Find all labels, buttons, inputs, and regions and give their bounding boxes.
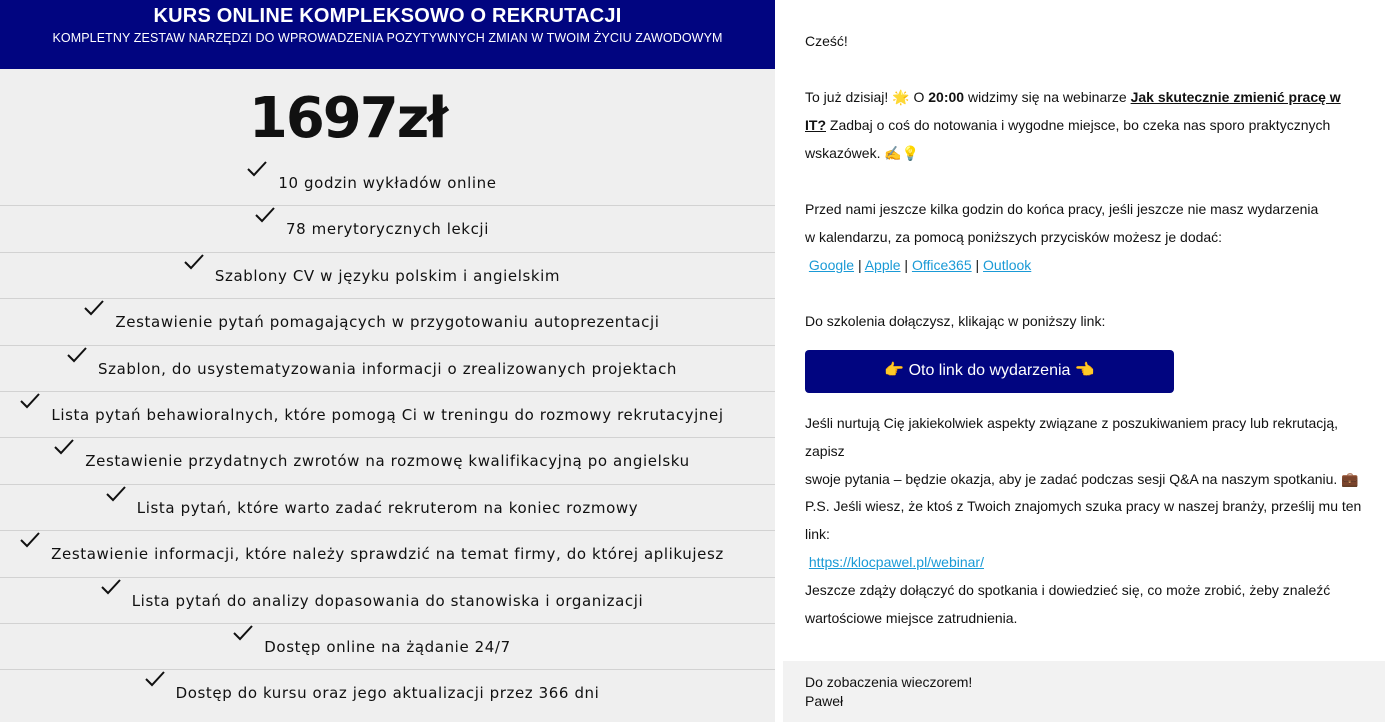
feature-label: Dostęp online na żądanie 24/7	[264, 638, 511, 656]
checkmark-icon	[100, 576, 122, 598]
signoff: Do zobaczenia wieczorem!	[805, 674, 973, 690]
ps-text: wartościowe miejsce zatrudnienia.	[805, 610, 1018, 626]
feature-content	[51, 392, 723, 438]
questions-text: swoje pytania – będzie okazja, aby je zadać podczas sesji Q&A na naszym spotkaniu.	[805, 471, 1342, 487]
checkmark-icon	[66, 344, 88, 366]
email-body	[775, 0, 1385, 722]
feature-label: Lista pytań do analizy dopasowania do stanowiska i organizacji	[131, 591, 644, 610]
webinar-time: 20:00	[928, 89, 965, 105]
link-separator: |	[975, 257, 980, 273]
checkmark-icon	[19, 529, 41, 551]
feature-item	[0, 438, 775, 484]
course-subtitle: KOMPLETNY ZESTAW NARZĘDZI DO WPROWADZENIA POZYTYWNYCH ZMIAN W TWOIM ŻYCIU ZAWODOWYM	[52, 31, 723, 45]
intro-text: wskazówek.	[805, 145, 885, 161]
feature-label: 10 godzin wykładów online	[278, 174, 497, 192]
calendar-paragraph	[805, 195, 1365, 279]
webinar-title: IT?	[805, 117, 826, 133]
calendar-link-office365[interactable]: Office365	[911, 257, 972, 273]
intro-text: Zadbaj o coś do notowania i wygodne miejsce, bo czeka nas sporo praktycznych	[826, 117, 1331, 133]
course-title: KURS ONLINE KOMPLEKSOWO O REKRUTACJI	[153, 5, 622, 27]
feature-content	[278, 160, 496, 206]
join-text: Do szkolenia dołączysz, klikając w poniższy link:	[805, 313, 1106, 329]
webinar-share-link[interactable]: https://klocpawel.pl/webinar/	[808, 554, 984, 570]
feature-item	[0, 578, 775, 624]
checkmark-icon	[144, 668, 166, 690]
feature-label: Szablon, do usystematyzowania informacji o zrealizowanych projektach	[97, 359, 678, 378]
intro-text: O	[909, 89, 929, 105]
writing-bulb-emoji-icon: ✍️💡	[884, 145, 920, 161]
intro-text: To już dzisiaj!	[805, 89, 893, 105]
calendar-link-apple[interactable]: Apple	[864, 257, 901, 273]
checkmark-icon	[83, 297, 105, 319]
ps-text: link:	[805, 526, 830, 542]
course-price: 1697zł	[248, 86, 447, 151]
checkmark-icon	[19, 390, 41, 412]
feature-label: Lista pytań behawioralnych, które pomogą Ci w treningu do rozmowy rekrutacyjnej	[51, 406, 724, 424]
ps-text: P.S. Jeśli wiesz, że ktoś z Twoich znajomych szuka pracy w naszej branży, prześlij mu ten	[805, 498, 1362, 514]
feature-label: 78 merytorycznych lekcji	[286, 220, 489, 239]
link-separator: |	[904, 257, 909, 273]
feature-label: Zestawienie przydatnych zwrotów na rozmowę kwalifikacyjną po angielsku	[85, 452, 690, 471]
feature-content	[215, 253, 560, 299]
event-link-button[interactable]: 👉 Oto link do wydarzenia 👈	[805, 350, 1174, 393]
feature-label: Zestawienie pytań pomagających w przygotowaniu autoprezentacji	[115, 313, 660, 332]
feature-content	[115, 299, 659, 345]
course-banner	[0, 0, 775, 69]
link-separator: |	[857, 257, 862, 273]
calendar-text: Przed nami jeszcze kilka godzin do końca pracy, jeśli jeszcze nie masz wydarzenia	[805, 201, 1319, 217]
questions-paragraph	[805, 409, 1365, 493]
feature-item	[0, 299, 775, 345]
checkmark-icon	[246, 158, 268, 180]
feature-item	[0, 253, 775, 299]
feature-content	[264, 624, 510, 670]
checkmark-icon	[183, 251, 205, 273]
calendar-link-google[interactable]: Google	[808, 257, 855, 273]
feature-content	[85, 438, 689, 484]
briefcase-emoji-icon: 💼	[1341, 471, 1359, 487]
feature-content	[137, 485, 638, 531]
feature-label: Szablony CV w języku polskim i angielskim	[214, 266, 561, 285]
webinar-title: Jak skutecznie zmienić pracę w	[1130, 89, 1341, 105]
calendar-link-outlook[interactable]: Outlook	[983, 257, 1032, 273]
feature-item	[0, 531, 775, 577]
feature-item	[0, 670, 775, 716]
checkmark-icon	[105, 483, 127, 505]
feature-label: Lista pytań, które warto zadać rekruterom na koniec rozmowy	[136, 498, 639, 517]
ps-paragraph	[805, 492, 1365, 632]
feature-item	[0, 392, 775, 438]
feature-item	[0, 160, 775, 206]
greeting: Cześć!	[805, 33, 848, 49]
checkmark-icon	[254, 204, 276, 226]
feature-content	[132, 578, 644, 624]
feature-item	[0, 624, 775, 670]
intro-text: widzimy się na webinarze	[964, 89, 1131, 105]
feature-content	[51, 531, 724, 577]
signature: Paweł	[805, 693, 844, 709]
calendar-text: w kalendarzu, za pomocą poniższych przycisków możesz je dodać:	[805, 229, 1223, 245]
feature-content	[98, 346, 677, 392]
sun-emoji-icon: 🌟	[892, 89, 910, 105]
ps-text: Jeszcze zdąży dołączyć do spotkania i dowiedzieć się, co może zrobić, żeby znaleźć	[805, 582, 1331, 598]
feature-item	[0, 346, 775, 392]
checkmark-icon	[53, 436, 75, 458]
feature-content	[176, 670, 600, 716]
email-footer	[783, 661, 1385, 722]
feature-item	[0, 485, 775, 531]
feature-label: Dostęp do kursu oraz jego aktualizacji przez 366 dni	[175, 684, 600, 703]
feature-item	[0, 206, 775, 252]
feature-label: Zestawienie informacji, które należy sprawdzić na temat firmy, do której aplikujesz	[51, 545, 724, 564]
intro-paragraph	[805, 83, 1365, 167]
calendar-links	[805, 257, 1031, 273]
questions-text: Jeśli nurtują Cię jakiekolwiek aspekty związane z poszukiwaniem pracy lub rekrutacją, zapisz	[805, 415, 1339, 459]
feature-content	[286, 206, 489, 252]
checkmark-icon	[232, 622, 254, 644]
